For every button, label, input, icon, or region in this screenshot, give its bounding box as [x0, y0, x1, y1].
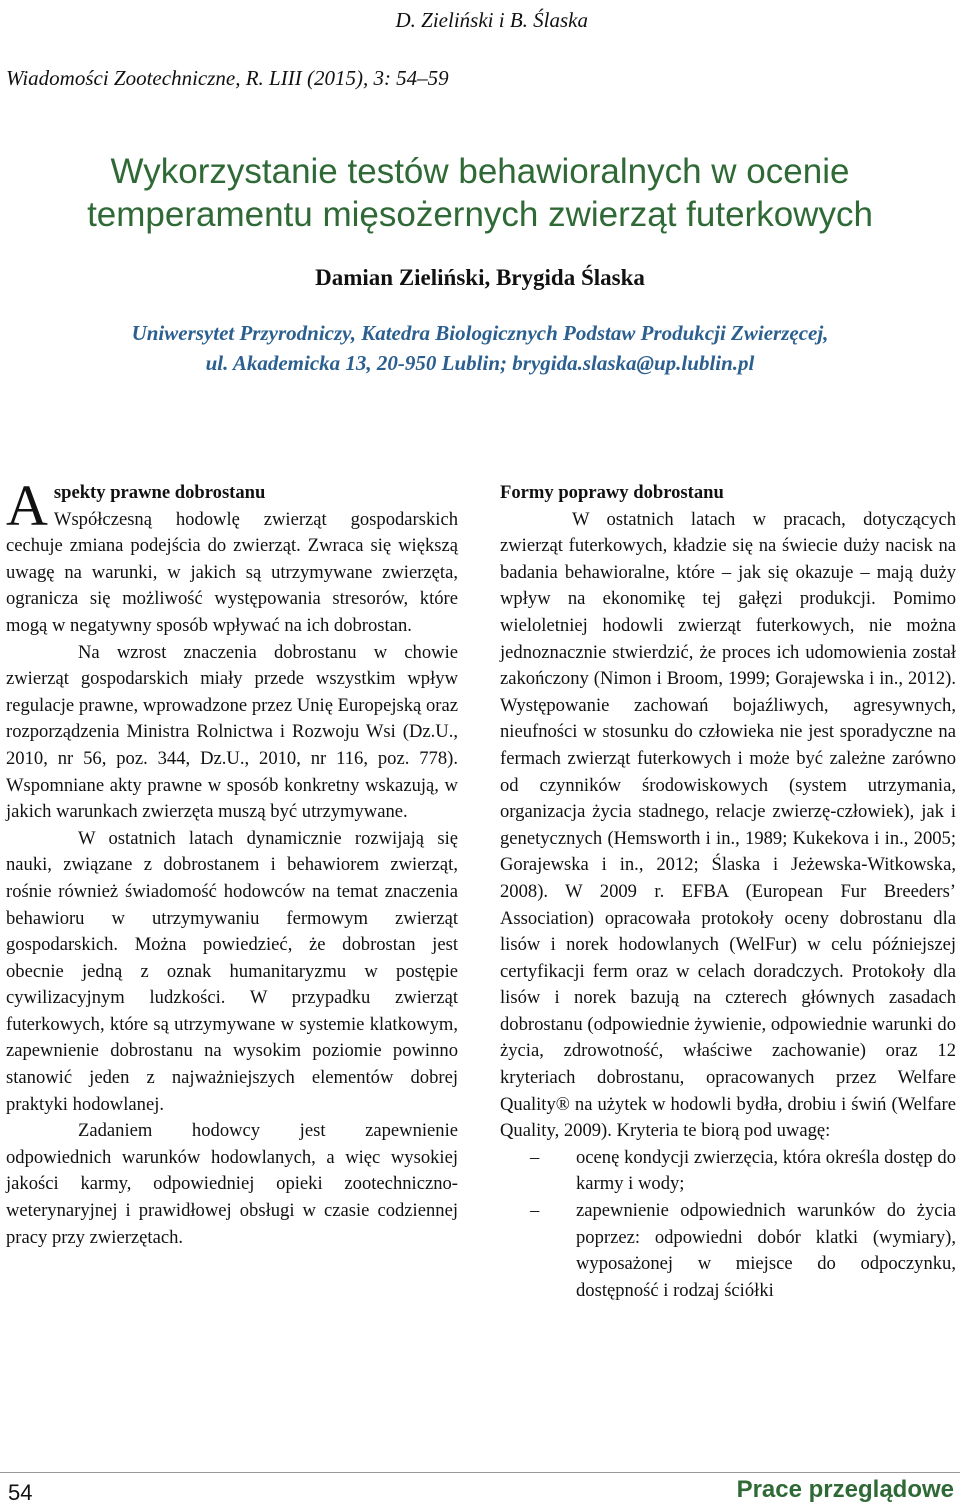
section-heading: spekty prawne dobrostanu [53, 482, 266, 503]
paragraph: Na wzrost znaczenia dobrostanu w chowie zwierząt gospodarskich miały przede wszystkim wpływ regulacje prawne, wprowadzone przez Unię Europejską oraz rozporządzenia Ministra Rolnictwa i Rozwoju Wsi (Dz.U., 2010, nr 56, poz. 344, Dz.U., 2010, nr 116, poz. 778). Wspomniane akty prawne w sposób konkretny wskazują, w jakich warunkach zwierzęta muszą być utrzymywane. [6, 641, 458, 823]
paragraph: W ostatnich latach dynamicznie rozwijają się nauki, związane z dobrostanem i behawiorem zwierząt, rośnie również świadomość hodowców na temat znaczenia behawioru w utrzymywaniu fermowym zwierząt gospodarskich. Można powiedzieć, że dobrostan jest obecnie jedną z oznak humanitaryzmu w postępie cywilizacyjnym ludzkości. W przypadku zwierząt futerkowych, które są utrzymywane w systemie klatkowym, zapewnienie dobrostanu na wysokim poziomie powinno stanowić jeden z najważniejszych elementów dobrej praktyki hodowlanej. [6, 827, 458, 1115]
list-item [500, 1145, 956, 1198]
criteria-list [500, 1145, 956, 1305]
affiliation-line: Uniwersytet Przyrodniczy, Katedra Biologicznych Podstaw Produkcji Zwierzęcej, [131, 321, 829, 345]
list-item-text: ocenę kondycji zwierzęcia, która określa dostęp do karmy i wody; [576, 1146, 956, 1195]
running-header-journal: Wiadomości Zootechniczne, R. LIII (2015), 3: 54–59 [6, 66, 449, 90]
section-label: Prace przeglądowe [736, 1476, 954, 1503]
right-column [500, 480, 956, 1304]
section-heading: Formy poprawy dobrostanu [500, 482, 724, 503]
page-number: 54 [8, 1480, 33, 1505]
dash-marker: – [530, 1146, 540, 1168]
article-title [0, 150, 960, 236]
list-item-text: zapewnienie odpowiednich warunków do życia poprzez: odpowiedni dobór klatki (wymiary), wyposażonej w miejsce do odpoczynku, dostępność i rodzaj ściółki [576, 1200, 956, 1301]
left-column [6, 473, 458, 1251]
dash-marker: – [530, 1200, 540, 1222]
title-line: Wykorzystanie testów behawioralnych w ocenie [110, 152, 850, 191]
affiliation [0, 318, 960, 378]
list-item [500, 1198, 956, 1304]
drop-cap: A [6, 473, 48, 538]
affiliation-line: ul. Akademicka 13, 20-950 Lublin; brygida.slaska@up.lublin.pl [205, 351, 755, 375]
footer-divider [0, 1472, 960, 1473]
paragraph: W ostatnich latach w pracach, dotyczących zwierząt futerkowych, kładzie się na świecie duży nacisk na badania behawioralne, które – jak się okazuje – mają duży wpływ na ekonomikę tej gałęzi produkcji. Pomimo wieloletniej hodowli zwierząt futerkowych, nie można jednoznacznie stwierdzić, że proces ich udomowienia został zakończony (Nimon i Broom, 1999; Gorajewska i in., 2012). Występowanie zachowań bojaźliwych, agresywnych, nieufności w stosunku do człowieka nie jest sporadyczne na fermach zwierząt futerkowych i może być zależne zarówno od czynników środowiskowych (system utrzymania, organizacja życia stadnego, relacje zwierzę-człowiek), jak i genetycznych (Hemsworth i in., 1989; Kukekova i in., 2005; Gorajewska i in., 2012; Ślaska i Jeżewska-Witkowska, 2008). W 2009 r. EFBA (European Fur Breeders’ Association) opracowała protokoły oceny dobrostanu dla lisów i norek hodowlanych (WelFur) w celu późniejszej certyfikacji ferm oraz w celach doradczych. Protokoły dla lisów i norek bazują na czterech głównych zasadach dobrostanu (odpowiednie żywienie, odpowiednie warunki do życia, zdrowotność, właściwe zachowanie) oraz 12 kryteriach dobrostanu, opracowanych przez Welfare Quality® na użytek w hodowli bydła, drobiu i świń (Welfare Quality, 2009). Kryteria te biorą pod uwagę: [500, 508, 956, 1142]
paragraph: Zadaniem hodowcy jest zapewnienie odpowiednich warunków hodowlanych, a więc wysokiej jakości karmy, odpowiedniej opieki zootechniczno-weterynaryjnej i prawidłowej obsługi w czasie codziennej pracy przy zwierzętach. [6, 1120, 458, 1248]
running-header-authors: D. Zieliński i B. Ślaska [395, 8, 588, 32]
paragraph: Współczesną hodowlę zwierząt gospodarskich cechuje zmiana podejścia do zwierząt. Zwraca się większą uwagę na warunki, w jakich są utrzymywane zwierzęta, ogranicza się możliwość występowania stresorów, które mogą w negatywny sposób wpływać na ich dobrostan. [6, 508, 458, 636]
section-legal-aspects [6, 473, 458, 640]
title-line: temperamentu mięsożernych zwierząt futerkowych [87, 195, 873, 234]
authors: Damian Zieliński, Brygida Ślaska [315, 265, 645, 290]
